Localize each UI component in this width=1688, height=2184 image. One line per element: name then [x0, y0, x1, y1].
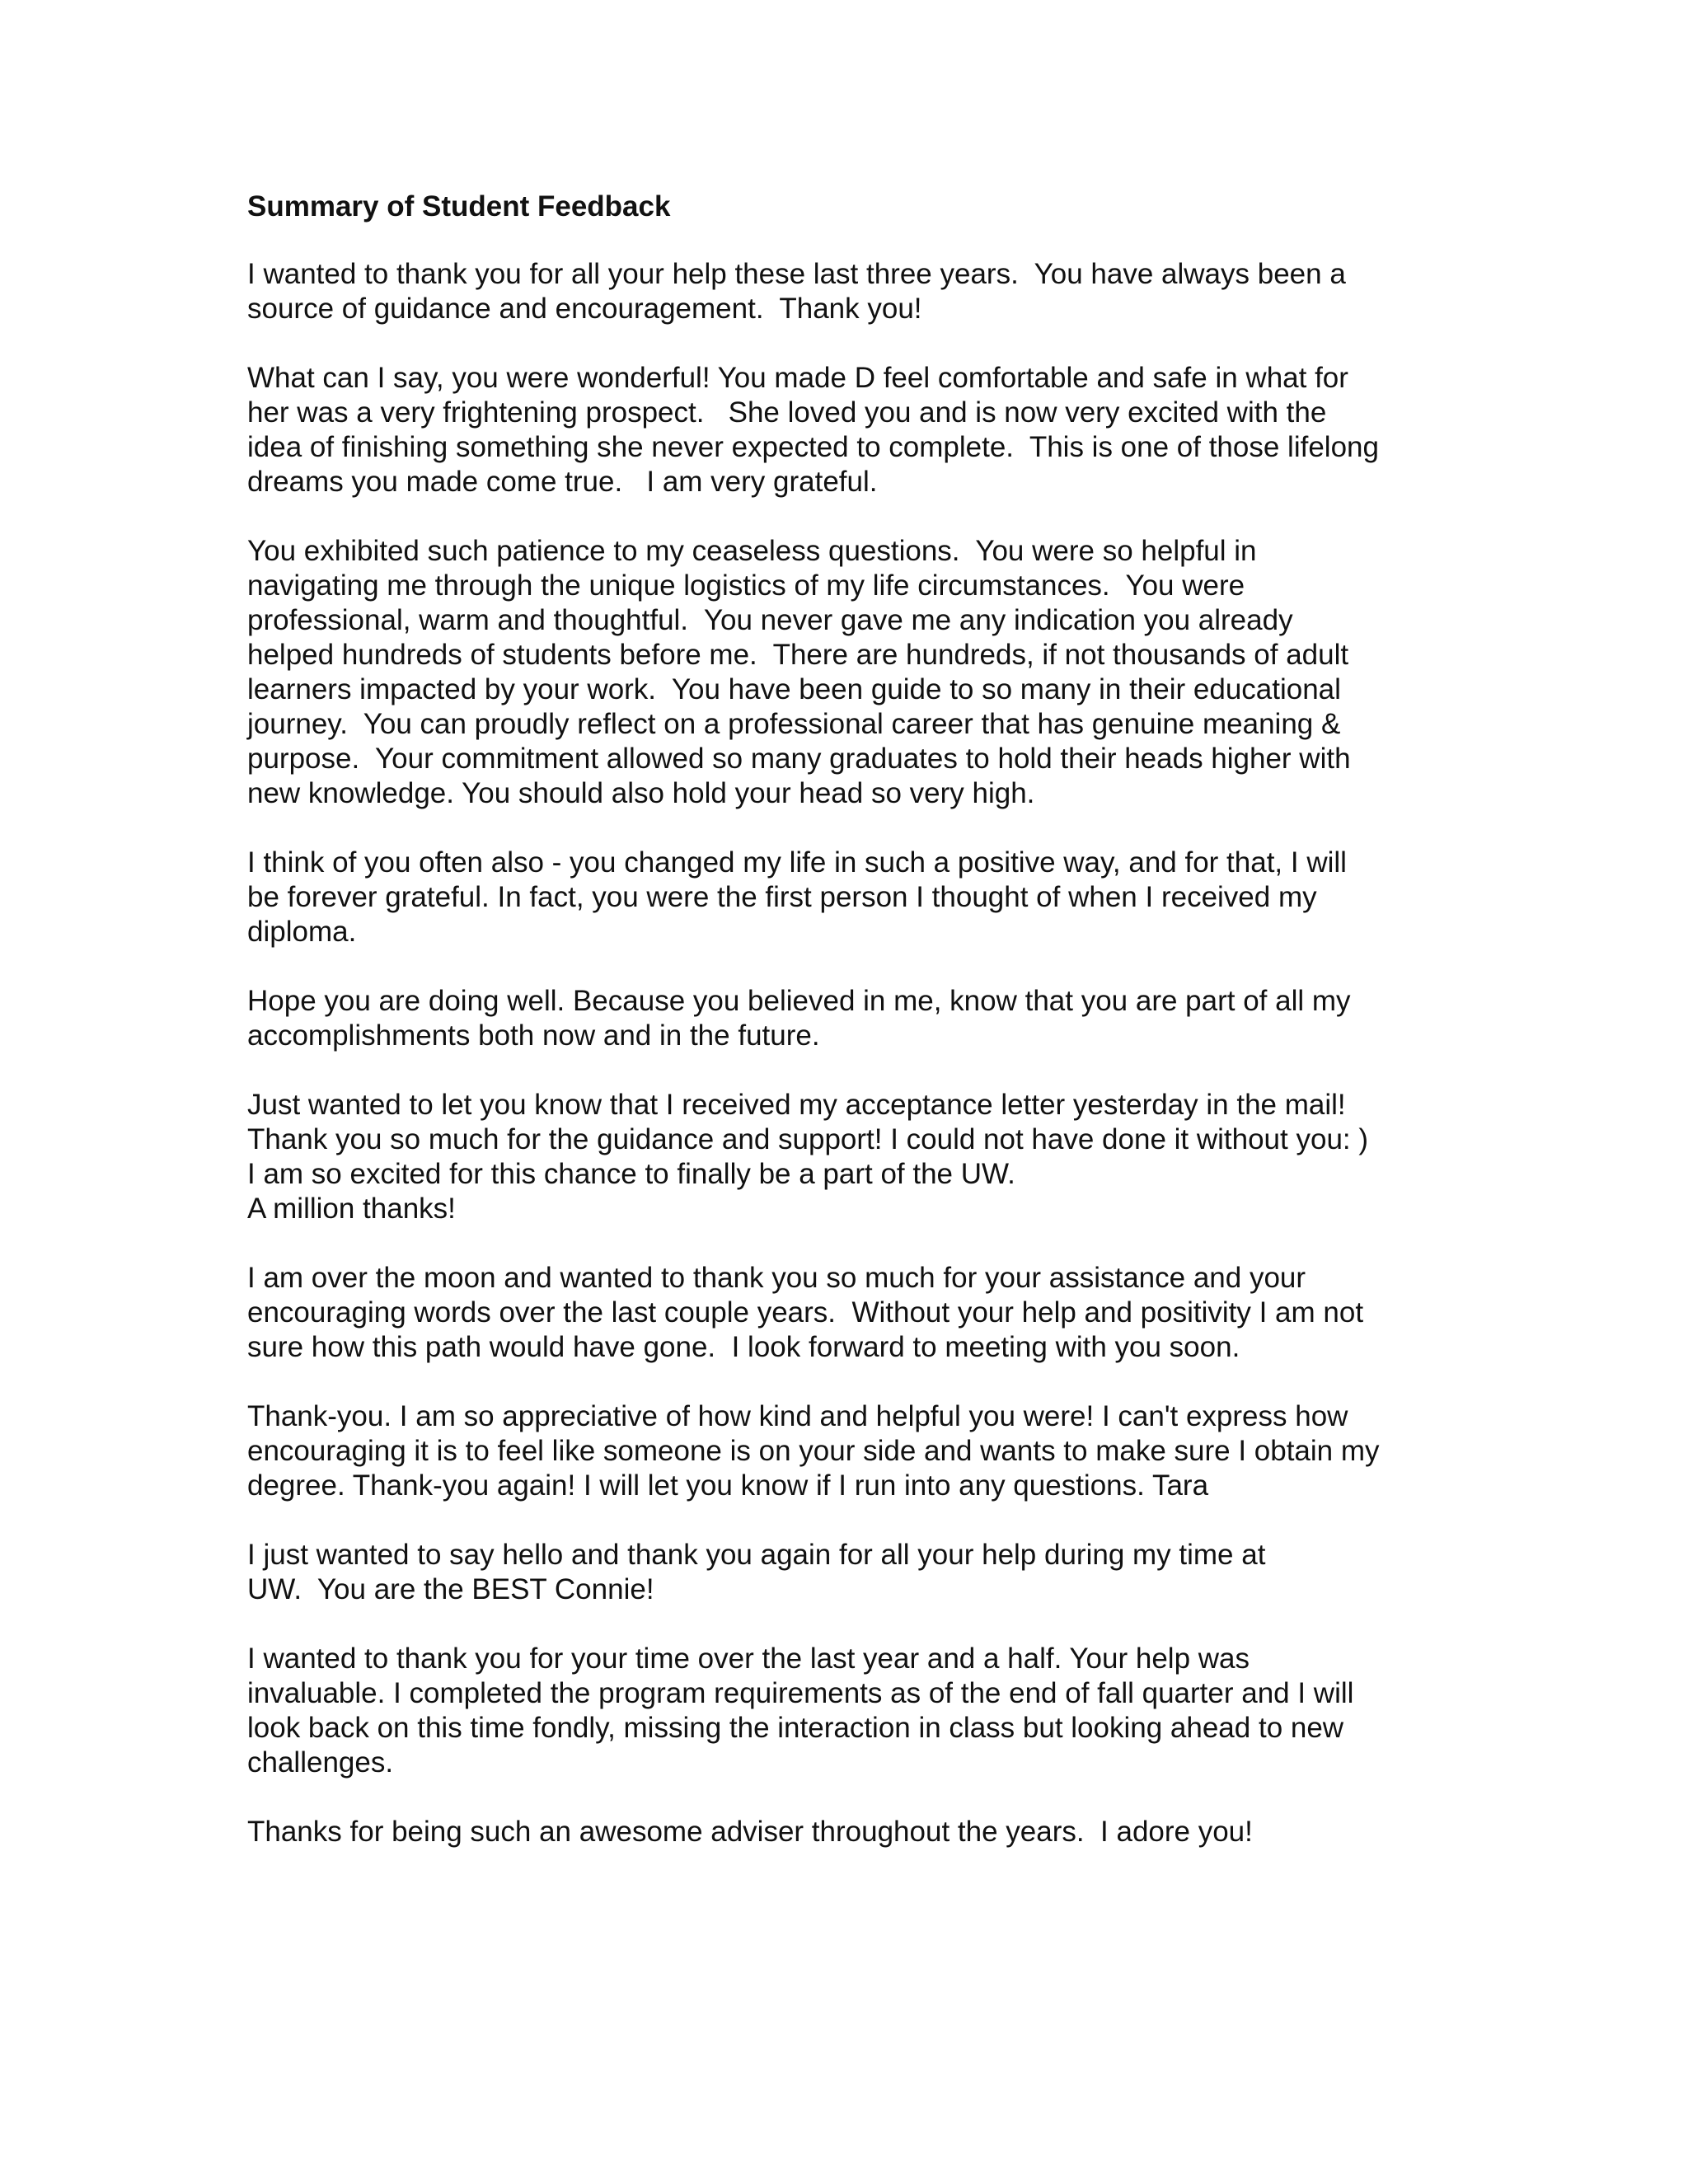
- feedback-paragraph: [247, 1815, 1451, 1849]
- feedback-line: challenges.: [247, 1746, 394, 1779]
- feedback-line: idea of finishing something she never expected to complete. This is one of those lifelong: [247, 431, 1379, 463]
- feedback-line: learners impacted by your work. You have been guide to so many in their educational: [247, 673, 1341, 705]
- feedback-line: Hope you are doing well. Because you believed in me, know that you are part of all my: [247, 985, 1351, 1017]
- feedback-line: I just wanted to say hello and thank you again for all your help during my time at: [247, 1539, 1266, 1571]
- feedback-line: degree. Thank-you again! I will let you know if I run into any questions. Tara: [247, 1469, 1209, 1502]
- feedback-line: journey. You can proudly reflect on a professional career that has genuine meaning &: [247, 708, 1341, 740]
- feedback-paragraph: [247, 1538, 1451, 1607]
- feedback-paragraph: [247, 361, 1451, 499]
- feedback-paragraph: [247, 846, 1451, 949]
- feedback-paragraph: [247, 1399, 1451, 1503]
- feedback-line: I am so excited for this chance to finally be a part of the UW.: [247, 1158, 1015, 1190]
- feedback-line: encouraging words over the last couple years. Without your help and positivity I am not: [247, 1296, 1364, 1329]
- feedback-line: new knowledge. You should also hold your head so very high.: [247, 777, 1035, 809]
- feedback-line: I wanted to thank you for your time over the last year and a half. Your help was: [247, 1643, 1250, 1675]
- feedback-line: I think of you often also - you changed my life in such a positive way, and for that, I will: [247, 846, 1347, 879]
- feedback-line: navigating me through the unique logistics of my life circumstances. You were: [247, 569, 1245, 602]
- feedback-line: Thanks for being such an awesome adviser throughout the years. I adore you!: [247, 1816, 1253, 1848]
- feedback-line: Thank you so much for the guidance and support! I could not have done it without you: ): [247, 1123, 1369, 1155]
- feedback-line: encouraging it is to feel like someone is on your side and wants to make sure I obtain my: [247, 1435, 1380, 1467]
- feedback-line: diploma.: [247, 916, 357, 948]
- feedback-line: UW. You are the BEST Connie!: [247, 1573, 654, 1605]
- feedback-line: A million thanks!: [247, 1193, 456, 1225]
- feedback-line: I wanted to thank you for all your help these last three years. You have always been a: [247, 258, 1346, 290]
- feedback-line: look back on this time fondly, missing the interaction in class but looking ahead to new: [247, 1712, 1344, 1744]
- feedback-line: accomplishments both now and in the future.: [247, 1019, 820, 1052]
- feedback-paragraph: [247, 984, 1451, 1053]
- feedback-line: professional, warm and thoughtful. You never gave me any indication you already: [247, 604, 1293, 636]
- feedback-line: dreams you made come true. I am very grateful.: [247, 466, 878, 498]
- feedback-line: be forever grateful. In fact, you were the first person I thought of when I received my: [247, 881, 1317, 913]
- feedback-line: helped hundreds of students before me. There are hundreds, if not thousands of adult: [247, 639, 1349, 671]
- feedback-paragraph: [247, 1261, 1451, 1365]
- feedback-list: [247, 257, 1451, 1849]
- feedback-line: sure how this path would have gone. I look forward to meeting with you soon.: [247, 1331, 1240, 1363]
- feedback-line: Just wanted to let you know that I received my acceptance letter yesterday in the mail!: [247, 1089, 1346, 1121]
- feedback-paragraph: [247, 1642, 1451, 1780]
- feedback-line: You exhibited such patience to my ceaseless questions. You were so helpful in: [247, 535, 1257, 567]
- document-body: [247, 190, 1451, 1884]
- feedback-paragraph: [247, 534, 1451, 811]
- document-title: Summary of Student Feedback: [247, 190, 671, 223]
- feedback-paragraph: [247, 257, 1451, 326]
- feedback-paragraph: [247, 1088, 1451, 1226]
- feedback-line: purpose. Your commitment allowed so many graduates to hold their heads higher with: [247, 743, 1351, 775]
- feedback-line: her was a very frightening prospect. She loved you and is now very excited with the: [247, 396, 1327, 429]
- feedback-line: I am over the moon and wanted to thank you so much for your assistance and your: [247, 1262, 1306, 1294]
- feedback-line: Thank-you. I am so appreciative of how kind and helpful you were! I can't express how: [247, 1400, 1348, 1432]
- feedback-line: source of guidance and encouragement. Thank you!: [247, 293, 922, 325]
- feedback-line: invaluable. I completed the program requirements as of the end of fall quarter and I will: [247, 1677, 1354, 1709]
- feedback-line: What can I say, you were wonderful! You made D feel comfortable and safe in what for: [247, 362, 1348, 394]
